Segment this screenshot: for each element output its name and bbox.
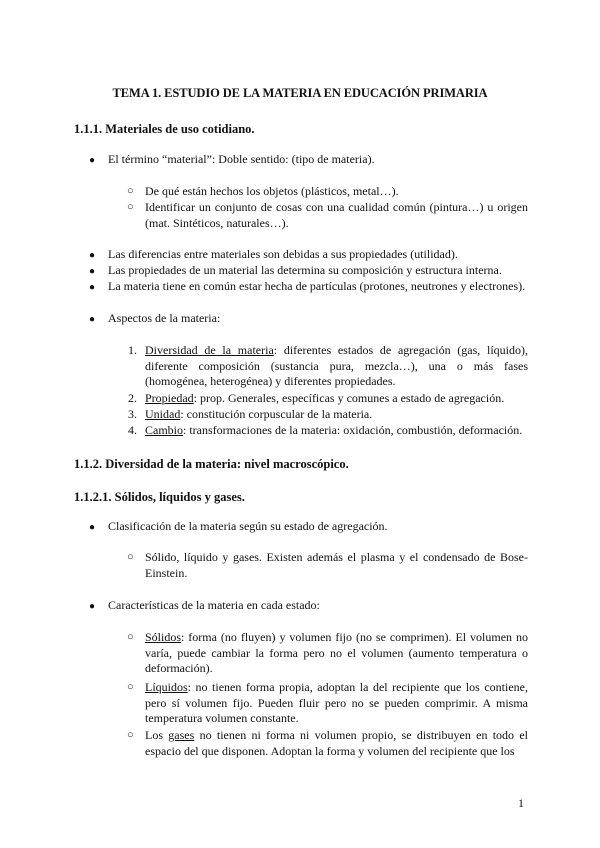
numbered-item (145, 423, 528, 439)
list-item: Clasificación de la materia según su estado de agregación. (108, 519, 388, 533)
list-item: El término “material”: Doble sentido: (tipo de materia). (108, 152, 375, 166)
sub-list-item (145, 630, 528, 677)
document-title: TEMA 1. ESTUDIO DE LA MATERIA EN EDUCACIÓN PRIMARIA (112, 86, 488, 100)
section-heading-1-1-1: 1.1.1. Materiales de uso cotidiano. (74, 122, 255, 136)
sub-list-item: Identificar un conjunto de cosas con una cualidad común (pintura…) u origen (mat. Sintéticos, naturales…). (145, 200, 528, 230)
list-item: Aspectos de la materia: (108, 311, 221, 325)
circle-bullet-icon: ○ (127, 551, 134, 563)
list-item: Características de la materia en cada estado: (108, 598, 320, 612)
definition: : diferentes estados de agregación (gas, líquido), diferente composición (sustancia pura, mezcla…), una o más fases (homogénea, heterogénea) y diferentes propiedades. (145, 343, 529, 388)
prefix: Los (145, 728, 169, 742)
definition: : no tienen forma propia, adoptan la del recipiente que los contiene, pero sí volumen fijo. Pueden fluir pero no se pueden comprimir. A misma temperatura volumen constante. (145, 680, 528, 725)
circle-bullet-icon: ○ (127, 185, 134, 197)
list-number: 4. (128, 423, 137, 437)
list-item: La materia tiene en común estar hecha de partículas (protones, neutrones y electrones). (108, 279, 526, 293)
definition: : prop. Generales, específicas y comunes a estado de agregación. (193, 391, 505, 405)
sub-list-item (145, 680, 528, 727)
numbered-item (145, 407, 528, 423)
sub-list-item: De qué están hechos los objetos (plásticos, metal…). (145, 184, 399, 198)
circle-bullet-icon: ○ (127, 729, 134, 741)
section-heading-1-1-2-1: 1.1.2.1. Sólidos, líquidos y gases. (74, 490, 245, 504)
numbered-item (145, 343, 528, 390)
sub-list-item (145, 728, 528, 759)
list-number: 1. (128, 343, 137, 357)
bullet-icon: ● (89, 155, 96, 166)
circle-bullet-icon: ○ (127, 631, 134, 643)
circle-bullet-icon: ○ (127, 201, 134, 213)
bullet-icon: ● (89, 314, 96, 325)
list-number: 2. (128, 391, 137, 405)
list-item: Las propiedades de un material las determina su composición y estructura interna. (108, 263, 502, 277)
definition: : constitución corpuscular de la materia. (180, 407, 373, 421)
term: Diversidad de la materia (145, 343, 274, 357)
list-number: 3. (128, 407, 137, 421)
definition: : transformaciones de la materia: oxidación, combustión, deformación. (183, 423, 523, 437)
term: Líquidos (145, 680, 188, 694)
numbered-item (145, 391, 528, 407)
page-number: 1 (518, 796, 524, 810)
definition: no tienen ni forma ni volumen propio, se distribuyen en todo el espacio del que disponen. Adoptan la forma y volumen del recipiente que los (145, 728, 529, 758)
circle-bullet-icon: ○ (127, 681, 134, 693)
term: Propiedad (145, 391, 194, 405)
term: Sólidos (145, 630, 182, 644)
section-heading-1-1-2: 1.1.2. Diversidad de la materia: nivel macroscópico. (74, 457, 349, 471)
bullet-icon: ● (89, 601, 96, 612)
term: Unidad (145, 407, 181, 421)
bullet-icon: ● (89, 282, 96, 293)
sub-list-item: Sólido, líquido y gases. Existen además el plasma y el condensado de Bose-Einstein. (145, 550, 528, 580)
bullet-icon: ● (89, 250, 96, 261)
bullet-icon: ● (89, 266, 96, 277)
term: gases (168, 728, 195, 742)
list-item: Las diferencias entre materiales son debidas a sus propiedades (utilidad). (108, 247, 458, 261)
definition: : forma (no fluyen) y volumen fijo (no se comprimen). El volumen no varía, puede cambiar la forma pero no el volumen (aumento temperatura o deformación). (145, 630, 528, 675)
term: Cambio (145, 423, 183, 437)
bullet-icon: ● (89, 522, 96, 533)
